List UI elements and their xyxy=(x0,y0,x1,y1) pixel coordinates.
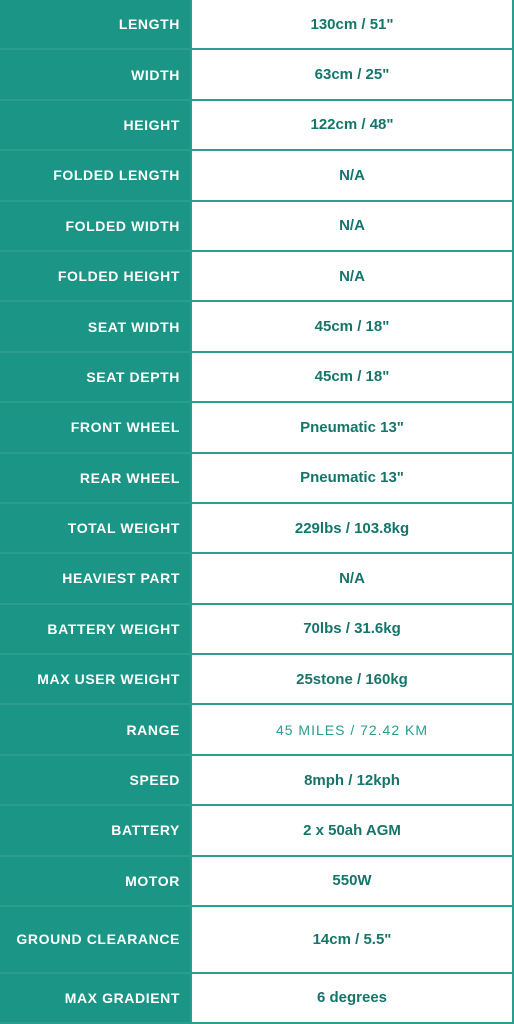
spec-row-ground-clearance xyxy=(0,906,513,973)
spec-label: MAX USER WEIGHT xyxy=(0,654,191,704)
spec-row-length xyxy=(0,0,513,49)
spec-value: 8mph / 12kph xyxy=(191,755,513,805)
spec-value: 130cm / 51" xyxy=(191,0,513,49)
spec-row-folded-length xyxy=(0,150,513,200)
spec-value: 2 x 50ah AGM xyxy=(191,805,513,855)
spec-value: N/A xyxy=(191,150,513,200)
spec-value: N/A xyxy=(191,553,513,603)
spec-row-width xyxy=(0,49,513,99)
spec-row-height xyxy=(0,100,513,150)
spec-value: 550W xyxy=(191,856,513,906)
spec-value: 70lbs / 31.6kg xyxy=(191,604,513,654)
spec-label: FOLDED WIDTH xyxy=(0,201,191,251)
spec-label: SEAT WIDTH xyxy=(0,301,191,351)
spec-label: FOLDED LENGTH xyxy=(0,150,191,200)
spec-row-folded-height xyxy=(0,251,513,301)
spec-value: 25stone / 160kg xyxy=(191,654,513,704)
spec-row-heaviest-part xyxy=(0,553,513,603)
spec-label: HEIGHT xyxy=(0,100,191,150)
spec-row-total-weight xyxy=(0,503,513,553)
spec-label: MOTOR xyxy=(0,856,191,906)
spec-value: Pneumatic 13" xyxy=(191,453,513,503)
spec-label: BATTERY WEIGHT xyxy=(0,604,191,654)
spec-row-seat-width xyxy=(0,301,513,351)
spec-row-max-user-weight xyxy=(0,654,513,704)
spec-row-speed xyxy=(0,755,513,805)
spec-value: 45cm / 18" xyxy=(191,352,513,402)
spec-label: SEAT DEPTH xyxy=(0,352,191,402)
spec-value: 122cm / 48" xyxy=(191,100,513,150)
spec-label: TOTAL WEIGHT xyxy=(0,503,191,553)
spec-row-folded-width xyxy=(0,201,513,251)
spec-row-battery xyxy=(0,805,513,855)
spec-value: 14cm / 5.5" xyxy=(191,906,513,973)
spec-label: BATTERY xyxy=(0,805,191,855)
spec-value: 63cm / 25" xyxy=(191,49,513,99)
spec-value: 45cm / 18" xyxy=(191,301,513,351)
spec-label: SPEED xyxy=(0,755,191,805)
spec-label: HEAVIEST PART xyxy=(0,553,191,603)
spec-row-battery-weight xyxy=(0,604,513,654)
spec-value: Pneumatic 13" xyxy=(191,402,513,452)
spec-label: WIDTH xyxy=(0,49,191,99)
spec-row-motor xyxy=(0,856,513,906)
spec-label: FOLDED HEIGHT xyxy=(0,251,191,301)
spec-label: RANGE xyxy=(0,704,191,754)
spec-value: N/A xyxy=(191,201,513,251)
spec-value: 6 degrees xyxy=(191,973,513,1023)
spec-row-front-wheel xyxy=(0,402,513,452)
spec-row-max-gradient xyxy=(0,973,513,1023)
spec-row-seat-depth xyxy=(0,352,513,402)
spec-value: N/A xyxy=(191,251,513,301)
spec-row-rear-wheel xyxy=(0,453,513,503)
spec-label: REAR WHEEL xyxy=(0,453,191,503)
spec-label: FRONT WHEEL xyxy=(0,402,191,452)
spec-value: 45 MILES / 72.42 KM xyxy=(191,704,513,754)
spec-label: GROUND CLEARANCE xyxy=(0,906,191,973)
spec-row-range xyxy=(0,704,513,754)
spec-label: MAX GRADIENT xyxy=(0,973,191,1023)
spec-label: LENGTH xyxy=(0,0,191,49)
spec-value: 229lbs / 103.8kg xyxy=(191,503,513,553)
